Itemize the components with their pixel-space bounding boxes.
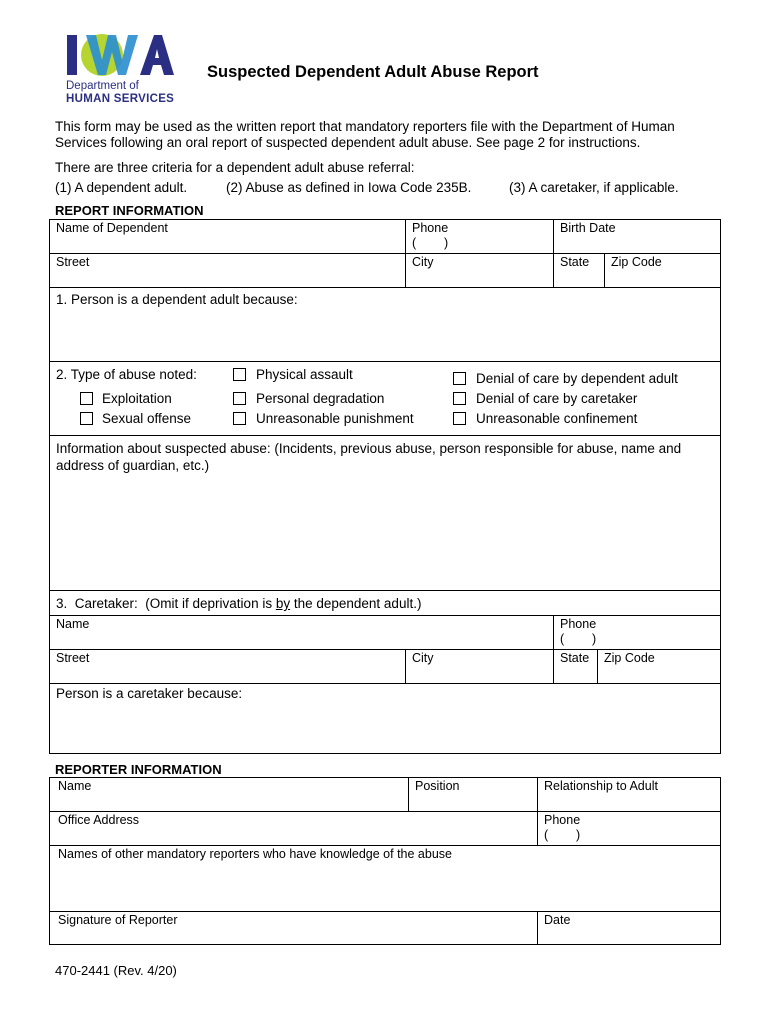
reporter-relationship-field[interactable]: Relationship to Adult [544, 779, 658, 793]
form-number: 470-2441 (Rev. 4/20) [55, 963, 177, 978]
abuse-info-field[interactable]: Information about suspected abuse: (Incidents, previous abuse, person responsible for abuse, name and [56, 441, 682, 456]
denial-by-caretaker-label: Denial of care by caretaker [476, 391, 638, 406]
report-info-heading: REPORT INFORMATION [55, 203, 204, 218]
denial-by-adult-label: Denial of care by dependent adult [476, 371, 678, 386]
exploitation-checkbox[interactable] [80, 392, 93, 405]
sexual-offense-label: Sexual offense [102, 411, 192, 426]
reporter-phone-parens: ( ) [544, 828, 581, 842]
physical-assault-checkbox[interactable] [233, 368, 246, 381]
caretaker-heading-pre: 3. Caretaker: (Omit if deprivation is [56, 596, 276, 611]
caretaker-street-field[interactable]: Street [56, 651, 90, 665]
unreasonable-confinement-checkbox[interactable] [453, 412, 466, 425]
logo-line2: HUMAN SERVICES [66, 93, 175, 105]
reporter-office-address-field[interactable]: Office Address [58, 813, 140, 827]
iowa-dhs-logo [64, 32, 184, 110]
denial-by-adult-checkbox[interactable] [453, 372, 466, 385]
caretaker-phone-field[interactable]: Phone [560, 617, 597, 631]
criterion-3: (3) A caretaker, if applicable. [509, 180, 679, 195]
logo-a-letter [140, 35, 174, 75]
logo-i-letter [67, 35, 77, 75]
dependent-state-field[interactable]: State [560, 255, 590, 269]
personal-degradation-checkbox[interactable] [233, 392, 246, 405]
logo-line1: Department of [66, 80, 139, 92]
reporter-signature-field[interactable]: Signature of Reporter [58, 913, 178, 927]
intro-line1: This form may be used as the written report that mandatory reporters file with the Department of Human [55, 119, 675, 134]
abuse-info-line2: address of guardian, etc.) [56, 458, 210, 473]
dependent-zip-field[interactable]: Zip Code [611, 255, 662, 269]
iowa-logo-mark [64, 32, 174, 78]
page-title: Suspected Dependent Adult Abuse Report [207, 63, 539, 81]
abuse-type-label: 2. Type of abuse noted: [56, 367, 197, 382]
unreasonable-punishment-label: Unreasonable punishment [256, 411, 414, 426]
personal-degradation-label: Personal degradation [256, 391, 385, 406]
caretaker-state-field[interactable]: State [560, 651, 590, 665]
caretaker-reason-field[interactable]: Person is a caretaker because: [56, 686, 243, 701]
criterion-2: (2) Abuse as defined in Iowa Code 235B. [226, 180, 472, 195]
reporter-date-field[interactable]: Date [544, 913, 571, 927]
dependent-reason-field[interactable]: 1. Person is a dependent adult because: [56, 292, 298, 307]
caretaker-heading [56, 596, 421, 611]
denial-by-caretaker-checkbox[interactable] [453, 392, 466, 405]
unreasonable-punishment-checkbox[interactable] [233, 412, 246, 425]
dependent-name-field[interactable]: Name of Dependent [56, 221, 168, 235]
caretaker-city-field[interactable]: City [412, 651, 434, 665]
unreasonable-confinement-label: Unreasonable confinement [476, 411, 638, 426]
reporter-name-field[interactable]: Name [58, 779, 92, 793]
caretaker-name-field[interactable]: Name [56, 617, 90, 631]
reporter-info-heading: REPORTER INFORMATION [55, 762, 222, 777]
caretaker-heading-by: by [275, 596, 291, 611]
dependent-street-field[interactable]: Street [56, 255, 90, 269]
criterion-1: (1) A dependent adult. [55, 180, 188, 195]
reporter-phone-field[interactable]: Phone [544, 813, 581, 827]
caretaker-zip-field[interactable]: Zip Code [604, 651, 655, 665]
dependent-city-field[interactable]: City [412, 255, 434, 269]
sexual-offense-checkbox[interactable] [80, 412, 93, 425]
dependent-phone-field[interactable]: Phone [412, 221, 449, 235]
caretaker-heading-post: the dependent adult.) [290, 596, 422, 611]
dependent-birthdate-field[interactable]: Birth Date [560, 221, 616, 235]
caretaker-phone-parens: ( ) [560, 632, 597, 646]
intro-line2: Services following an oral report of suspected dependent adult abuse. See page 2 for instructions. [55, 135, 641, 150]
exploitation-label: Exploitation [102, 391, 172, 406]
dependent-phone-parens: ( ) [412, 236, 449, 250]
physical-assault-label: Physical assault [256, 367, 353, 382]
criteria-lead: There are three criteria for a dependent adult abuse referral: [55, 160, 415, 175]
reporter-position-field[interactable]: Position [415, 779, 460, 793]
other-reporters-field[interactable]: Names of other mandatory reporters who have knowledge of the abuse [58, 847, 452, 861]
